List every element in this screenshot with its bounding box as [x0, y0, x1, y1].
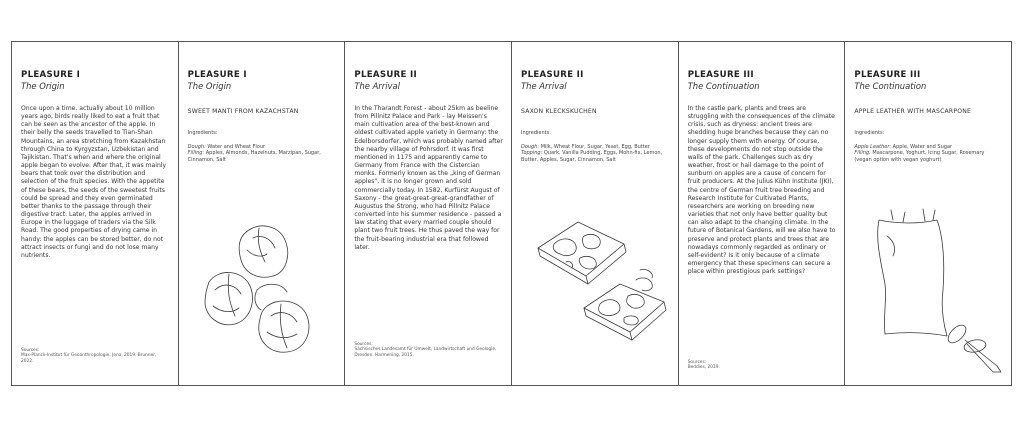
ingredient-label: Apple Leather: — [854, 144, 892, 150]
ingredient-line — [521, 150, 670, 163]
sources — [354, 342, 503, 358]
panel-title: PLEASURE II — [521, 70, 584, 80]
ingredients-label: Ingredients: — [854, 130, 885, 136]
panel-body: Once upon a time, actually about 10 million years ago, birds really liked to eat a fruit that can be seen as the ancestor of the apple. In their belly the seeds travelled to Tian-Shan Mountains, an area stretching from Kazakhstan through China to Kyrgyzstan, Uzbekistan and Tajikistan. That's when and where the original apple began to evolve. After that, it was mainly bears that took over the distribution and selection of the fruit species. With the appetite of these bears, the seeds of the sweetest fruits could be spread and they even germinated better thanks to the passage through their digestive tract. Later, the apples arrived in Europe in the luggage of traders via the Silk Road. The good properties of drying came in handy: the apples can be stored better, do not attract insects or fungi and do not lose many nutrients. — [21, 105, 167, 259]
ingredients-label: Ingredients: — [521, 130, 551, 136]
ingredient-text: Mascarpone, Yoghurt, Icing Sugar, Rosemary (vegan option with vegan yoghurt) — [854, 150, 985, 163]
panel-subtitle: The Arrival — [354, 81, 400, 91]
ingredient-line — [854, 150, 1003, 163]
ingredient-text: Milk, Wheat Flour, Sugar, Yeast, Egg, Butter — [540, 144, 650, 150]
panel-body: In the castle park, plants and trees are struggling with the consequences of the climate crisis, such as dryness: ancient trees are shedding huge branches because they can no longer supply them with energy. Of course, these developments do not stop outside the walls of the park. Challenges such as dry weather, frost or hail damage to the point of sunburn on apples are a cause of concern for fruit producers. At the Julius Kühn Institute (JKI), the centre of German fruit tree breeding and Research Institute for Cultivated Plants, researchers are working on breeding new varieties that not only have better quality but can also adapt to the changing climate. In the future of Botanical Gardens, will we also have to preserve and protect plants and trees that are nowadays commonly regarded as ordinary or self-evident? Is it only because of a climate emergency that these specimens can secure a place within prestigious park settings? — [687, 105, 836, 276]
ingredient-text: Apples, Almonds, Hazelnuts, Marzipan, Sugar, Cinnamon, Salt — [187, 150, 321, 163]
sources-label: Sources: — [21, 348, 40, 353]
panel-body: In the Tharandt Forest - about 25km as beeline from Pillnitz Palace and Park - lay Meissen's main cultivation area of the best-known and oldest cultivated apple variety in Germany: the Edelborsdorfer, which was probably named after the nearby village of Pohrsdorf. It was first mentioned in 1175 and apparently came to Germany from France with the Cistercian monks. Formerly known as the „king of German apples", it is no longer grown and sold commercially today. In 1582, Kurfürst August of Saxony - the great-great-great-grandfather of Augustus the Strong, who had Pillnitz Palace converted into his summer residence - passed a law stating that every married couple should plant two fruit trees. He thus paved the way for the fruit-bearing industrial era that followed later. — [354, 105, 503, 251]
panel-title: PLEASURE I — [21, 70, 81, 80]
panel-continuation-recipe — [845, 42, 1011, 385]
ingredient-label: Dough: — [187, 144, 206, 150]
sources-label: Sources: — [687, 360, 707, 365]
panel-arrival-text — [345, 42, 512, 385]
manti-dumplings-illustration — [201, 220, 331, 370]
panel-subtitle: The Origin — [187, 81, 232, 91]
dish-name: SAXON KLECKSKUCHEN — [521, 108, 597, 115]
dish-name: APPLE LEATHER WITH MASCARPONE — [854, 108, 972, 115]
panel-title: PLEASURE I — [187, 70, 247, 80]
panel-subtitle: The Continuation — [687, 81, 760, 91]
ingredient-line — [188, 150, 337, 163]
dish-name: SWEET MANTI FROM KAZACHSTAN — [187, 108, 299, 115]
sources — [21, 348, 170, 364]
panel-arrival-recipe — [512, 42, 679, 385]
panel-subtitle: The Arrival — [521, 81, 567, 91]
panel-title: PLEASURE III — [854, 70, 921, 80]
sources — [688, 360, 837, 371]
ingredient-label: Topping: — [521, 150, 543, 157]
panel-origin-text — [12, 42, 179, 385]
ingredient-label: Dough: — [521, 144, 540, 150]
panel-subtitle: The Origin — [21, 81, 65, 91]
ingredient-label: Filling: — [187, 150, 205, 157]
ingredient-text: Quark, Vanilla Pudding, Eggs, Mohn-fix, Lemon, Butter, Apples, Sugar, Cinnamon, Salt — [521, 150, 663, 163]
kleckskuchen-illustration — [532, 214, 672, 349]
brochure — [11, 41, 1012, 386]
panel-origin-recipe — [179, 42, 346, 385]
ingredient-text: Apple, Water and Sugar — [892, 144, 953, 150]
ingredient-label: Filling: — [854, 150, 871, 157]
sources-text: Beddies, 2019. — [687, 365, 720, 371]
ingredients-label: Ingredients: — [187, 130, 218, 136]
sources-text: Sächsisches Landesamt für Umwelt, Landwirtschaft und Geologie, Dresden. Harmening, 2015. — [354, 347, 497, 358]
panel-subtitle: The Continuation — [854, 81, 927, 91]
sources-text: Max-Planck-Institut für Geoanthropologie, Jena, 2019. Brunner, 2022. — [21, 353, 157, 364]
apple-leather-and-scissors-illustration — [863, 206, 1005, 378]
panel-title: PLEASURE II — [354, 70, 417, 80]
sources-label: Sources: — [354, 342, 373, 347]
panel-title: PLEASURE III — [687, 70, 754, 80]
panel-continuation-text — [679, 42, 846, 385]
ingredient-text: Water and Wheat Flour — [207, 144, 266, 150]
